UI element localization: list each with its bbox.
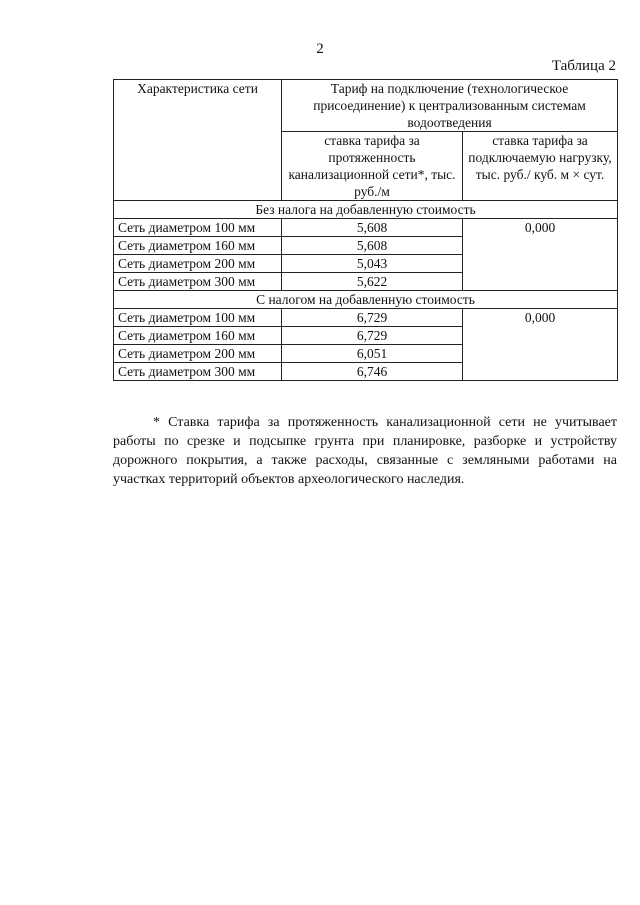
section-row bbox=[114, 291, 618, 309]
length-rate-value: 5,608 bbox=[282, 237, 463, 255]
length-rate-value: 5,622 bbox=[282, 273, 463, 291]
network-name: Сеть диаметром 200 мм bbox=[114, 255, 282, 273]
network-name: Сеть диаметром 300 мм bbox=[114, 273, 282, 291]
network-name: Сеть диаметром 200 мм bbox=[114, 345, 282, 363]
section-row bbox=[114, 201, 618, 219]
length-rate-value: 6,051 bbox=[282, 345, 463, 363]
table-header-row bbox=[114, 80, 618, 132]
footnote: * Ставка тарифа за протяженность канализационной сети не учитывает работы по срезке и подсыпке грунта при планировке, разборке и устройству дорожного покрытия, а также расходы, связанные с земляными работами на участках территорий объектов археологического наследия. bbox=[113, 415, 617, 487]
load-rate-value: 0,000 bbox=[463, 309, 618, 381]
section-title: Без налога на добавленную стоимость bbox=[114, 201, 618, 219]
length-rate-value: 5,608 bbox=[282, 219, 463, 237]
table-row bbox=[114, 219, 618, 237]
header-tariff-group: Тариф на подключение (технологическое присоединение) к централизованным системам водоотведения bbox=[282, 80, 618, 132]
length-rate-value: 6,746 bbox=[282, 363, 463, 381]
load-rate-value: 0,000 bbox=[463, 219, 618, 291]
network-name: Сеть диаметром 100 мм bbox=[114, 219, 282, 237]
length-rate-value: 6,729 bbox=[282, 309, 463, 327]
network-name: Сеть диаметром 160 мм bbox=[114, 327, 282, 345]
network-name: Сеть диаметром 100 мм bbox=[114, 309, 282, 327]
section-title: С налогом на добавленную стоимость bbox=[114, 291, 618, 309]
tariff-table bbox=[113, 79, 618, 381]
network-name: Сеть диаметром 300 мм bbox=[114, 363, 282, 381]
header-length-rate: ставка тарифа за протяженность канализационной сети*, тыс. руб./м bbox=[282, 132, 463, 201]
table-caption: Таблица 2 bbox=[551, 58, 616, 74]
page-number: 2 bbox=[316, 41, 324, 57]
header-load-rate: ставка тарифа за подключаемую нагрузку, тыс. руб./ куб. м × сут. bbox=[463, 132, 618, 201]
network-name: Сеть диаметром 160 мм bbox=[114, 237, 282, 255]
length-rate-value: 5,043 bbox=[282, 255, 463, 273]
table-row bbox=[114, 309, 618, 327]
length-rate-value: 6,729 bbox=[282, 327, 463, 345]
header-network-characteristic: Характеристика сети bbox=[114, 80, 282, 201]
